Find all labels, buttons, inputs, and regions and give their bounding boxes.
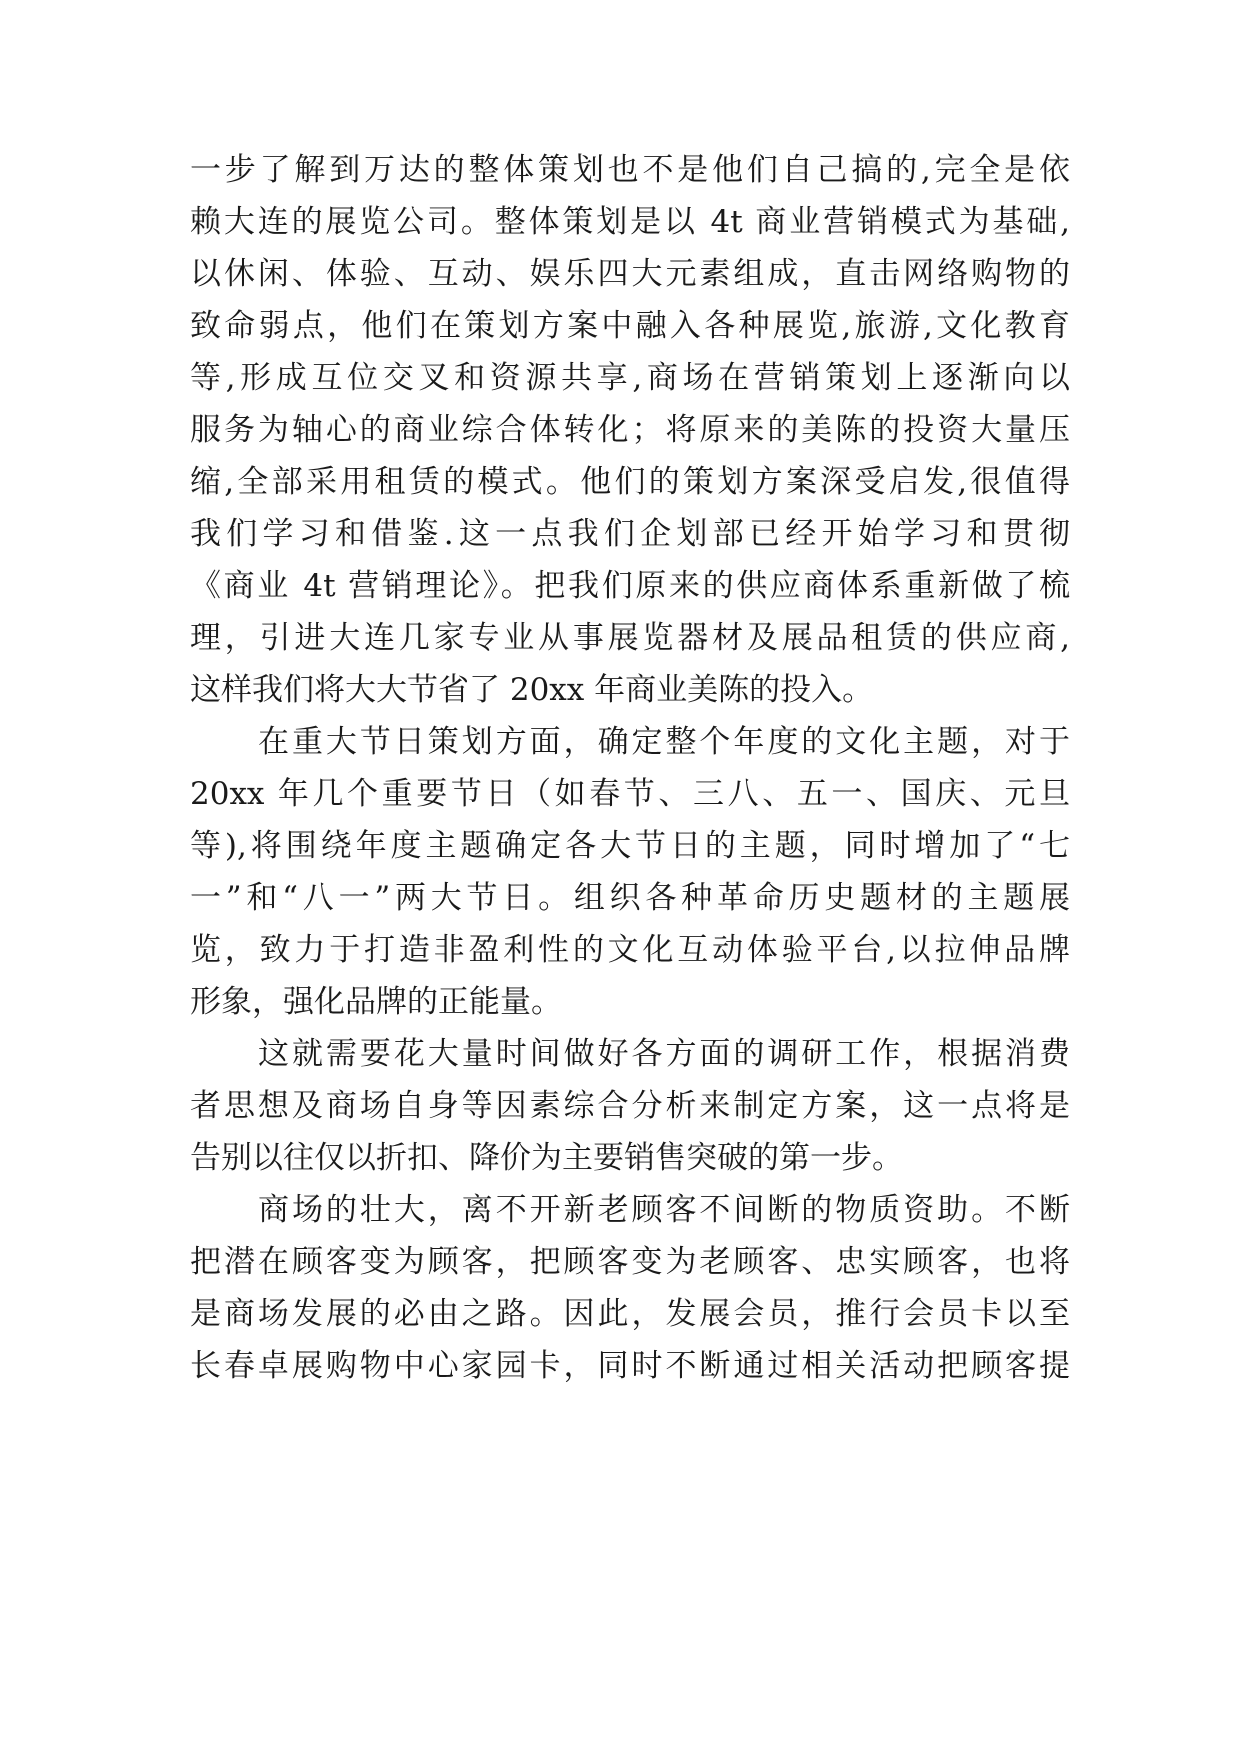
text-line: 我们学习和借鉴.这一点我们企划部已经开始学习和贯彻 bbox=[190, 516, 1070, 552]
text-line: 长春卓展购物中心家园卡，同时不断通过相关活动把顾客提 bbox=[190, 1348, 1070, 1384]
paragraph-first-line: 在重大节日策划方面，确定整个年度的文化主题，对于 bbox=[258, 724, 1070, 760]
text-line: 赖大连的展览公司。整体策划是以 4t 商业营销模式为基础, bbox=[190, 204, 1070, 240]
text-line: 等,形成互位交叉和资源共享,商场在营销策划上逐渐向以 bbox=[190, 360, 1070, 396]
text-line: 告别以往仅以折扣、降价为主要销售突破的第一步。 bbox=[190, 1140, 903, 1176]
text-line: 20xx 年几个重要节日（如春节、三八、五一、国庆、元旦 bbox=[190, 776, 1070, 812]
text-line: 一步了解到万达的整体策划也不是他们自己搞的,完全是依 bbox=[190, 152, 1070, 188]
text-line: 览，致力于打造非盈利性的文化互动体验平台,以拉伸品牌 bbox=[190, 932, 1070, 968]
paragraph-first-line: 这就需要花大量时间做好各方面的调研工作，根据消费 bbox=[258, 1036, 1070, 1072]
text-line: 形象，强化品牌的正能量。 bbox=[190, 984, 562, 1020]
text-line: 《商业 4t 营销理论》。把我们原来的供应商体系重新做了梳 bbox=[190, 568, 1070, 604]
paragraph-first-line: 商场的壮大，离不开新老顾客不间断的物质资助。不断 bbox=[258, 1192, 1070, 1228]
text-line: 致命弱点，他们在策划方案中融入各种展览,旅游,文化教育 bbox=[190, 308, 1070, 344]
text-line: 服务为轴心的商业综合体转化；将原来的美陈的投资大量压 bbox=[190, 412, 1070, 448]
text-line: 等),将围绕年度主题确定各大节日的主题，同时增加了“七 bbox=[190, 828, 1070, 864]
text-line: 理，引进大连几家专业从事展览器材及展品租赁的供应商, bbox=[190, 620, 1070, 656]
text-line: 是商场发展的必由之路。因此，发展会员，推行会员卡以至 bbox=[190, 1296, 1070, 1332]
text-line: 一”和“八一”两大节日。组织各种革命历史题材的主题展 bbox=[190, 880, 1070, 916]
text-line: 这样我们将大大节省了 20xx 年商业美陈的投入。 bbox=[190, 672, 874, 708]
text-line: 缩,全部采用租赁的模式。他们的策划方案深受启发,很值得 bbox=[190, 464, 1070, 500]
text-line: 者思想及商场自身等因素综合分析来制定方案，这一点将是 bbox=[190, 1088, 1070, 1124]
text-line: 以休闲、体验、互动、娱乐四大元素组成，直击网络购物的 bbox=[190, 256, 1070, 292]
text-line: 把潜在顾客变为顾客，把顾客变为老顾客、忠实顾客，也将 bbox=[190, 1244, 1070, 1280]
